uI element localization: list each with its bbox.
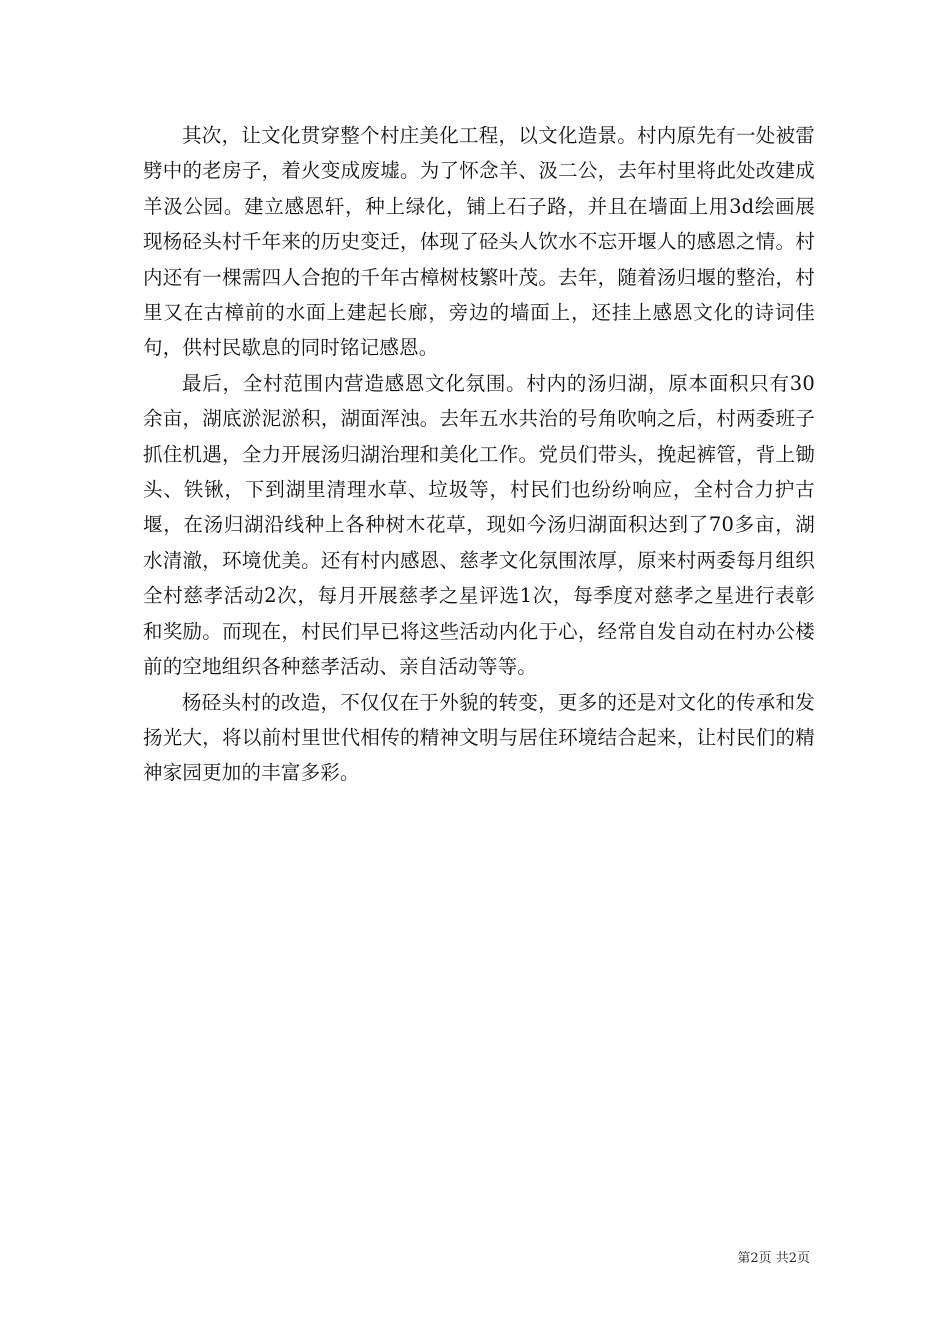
body-text <box>143 118 815 791</box>
paragraph-1: 其次，让文化贯穿整个村庄美化工程，以文化造景。村内原先有一处被雷劈中的老房子，着火变成废墟。为了怀念羊、汲二公，去年村里将此处改建成羊汲公园。建立感恩轩，种上绿化，铺上石子路，并且在墙面上用3d绘画展现杨硁头村千年来的历史变迁，体现了硁头人饮水不忘开堰人的感恩之情。村内还有一棵需四人合抱的千年古樟树枝繁叶茂。去年，随着汤归堰的整治，村里又在古樟前的水面上建起长廊，旁边的墙面上，还挂上感恩文化的诗词佳句，供村民歇息的同时铭记感恩。 <box>143 124 815 360</box>
paragraph-2: 最后，全村范围内营造感恩文化氛围。村内的汤归湖，原本面积只有30余亩，湖底淤泥淤积，湖面浑浊。去年五水共治的号角吹响之后，村两委班子抓住机遇，全力开展汤归湖治理和美化工作。党员们带头，挽起裤管，背上锄头、铁锹，下到湖里清理水草、垃圾等，村民们也纷纷响应，全村合力护古堰，在汤归湖沿线种上各种树木花草，现如今汤归湖面积达到了70多亩，湖水清澈，环境优美。还有村内感恩、慈孝文化氛围浓厚，原来村两委每月组织全村慈孝活动2次，每月开展慈孝之星评选1次，每季度对慈孝之星进行表彰和奖励。而现在，村民们早已将这些活动内化于心，经常自发自动在村办公楼前的空地组织各种慈孝活动、亲自活动等等。 <box>143 371 815 679</box>
paragraph-3: 杨硁头村的改造，不仅仅在于外貌的转变，更多的还是对文化的传承和发扬光大，将以前村里世代相传的精神文明与居住环境结合起来，让村民们的精神家园更加的丰富多彩。 <box>143 690 815 785</box>
page-number-footer: 第2页 共2页 <box>737 1251 810 1266</box>
